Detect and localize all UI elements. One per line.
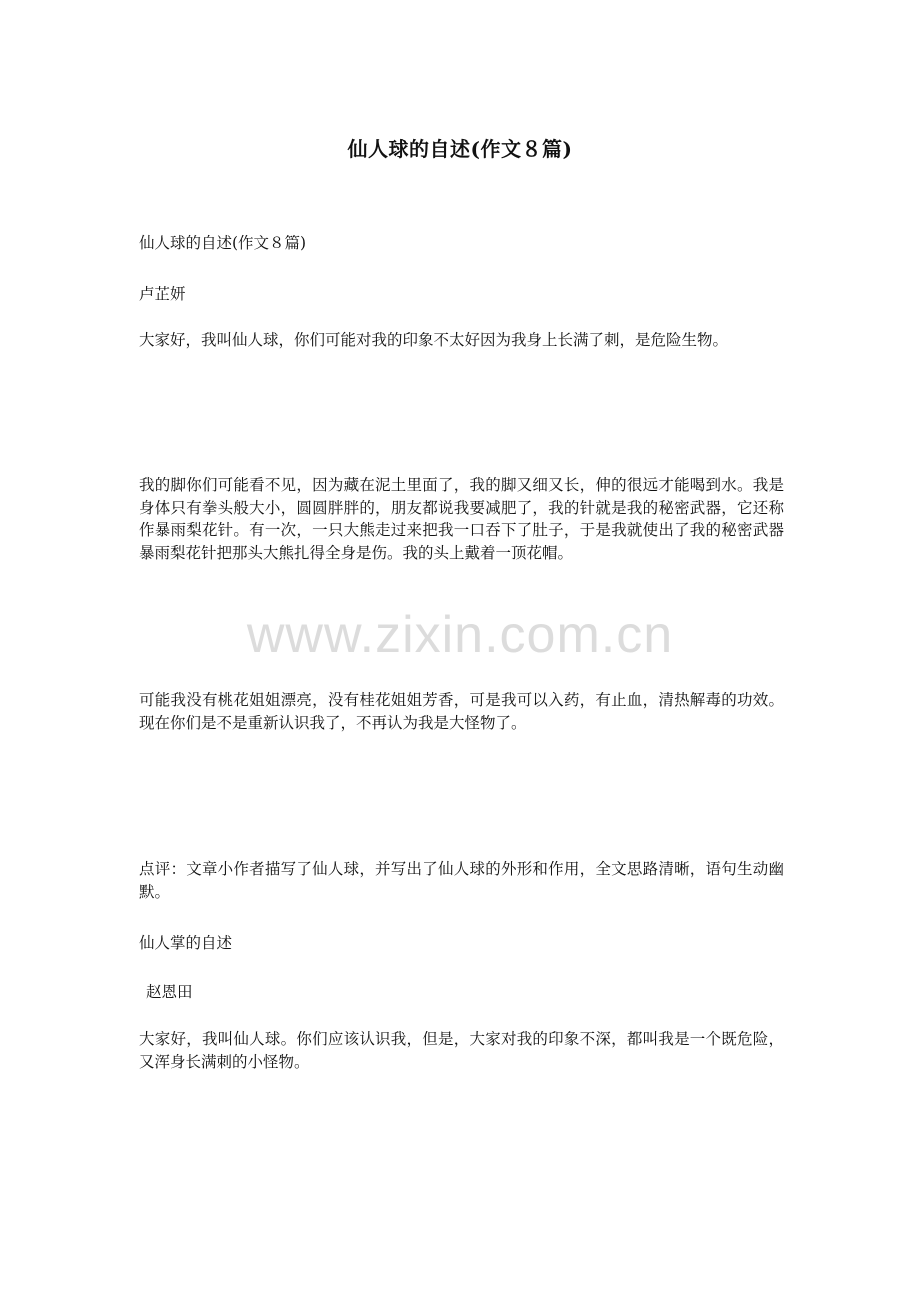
watermark: www.zixin.com.cn — [246, 606, 674, 664]
paragraph-body-1: 我的脚你们可能看不见，因为藏在泥土里面了，我的脚又细又长，伸的很远才能喝到水。我是身体只有拳头般大小，圆圆胖胖的，朋友都说我要减肥了，我的针就是我的秘密武器，它还称作暴雨梨花针。有一次，一只大熊走过来把我一口吞下了肚子，于是我就使出了我的秘密武器暴雨梨花针把那头大熊扎得全身是伤。我的头上戴着一顶花帽。 — [139, 476, 784, 562]
paragraph-section-title-2: 仙人掌的自述 — [139, 934, 233, 952]
document-title: 仙人球的自述(作文８篇) — [347, 137, 573, 162]
paragraph-subtitle: 仙人球的自述(作文８篇) — [139, 234, 307, 252]
paragraph-comment: 点评：文章小作者描写了仙人球，并写出了仙人球的外形和作用，全文思路清晰，语句生动幽默。 — [139, 860, 784, 901]
paragraph-author-2: 赵恩田 — [146, 983, 193, 1001]
paragraph-author-1: 卢芷妍 — [139, 285, 186, 303]
paragraph-intro-2: 大家好，我叫仙人球。你们应该认识我，但是，大家对我的印象不深，都叫我是一个既危险，又浑身长满刺的小怪物。 — [139, 1030, 784, 1071]
paragraph-intro-1: 大家好，我叫仙人球，你们可能对我的印象不太好因为我身上长满了刺，是危险生物。 — [139, 331, 729, 349]
paragraph-body-2: 可能我没有桃花姐姐漂亮，没有桂花姐姐芳香，可是我可以入药，有止血，清热解毒的功效。现在你们是不是重新认识我了，不再认为我是大怪物了。 — [139, 691, 784, 732]
